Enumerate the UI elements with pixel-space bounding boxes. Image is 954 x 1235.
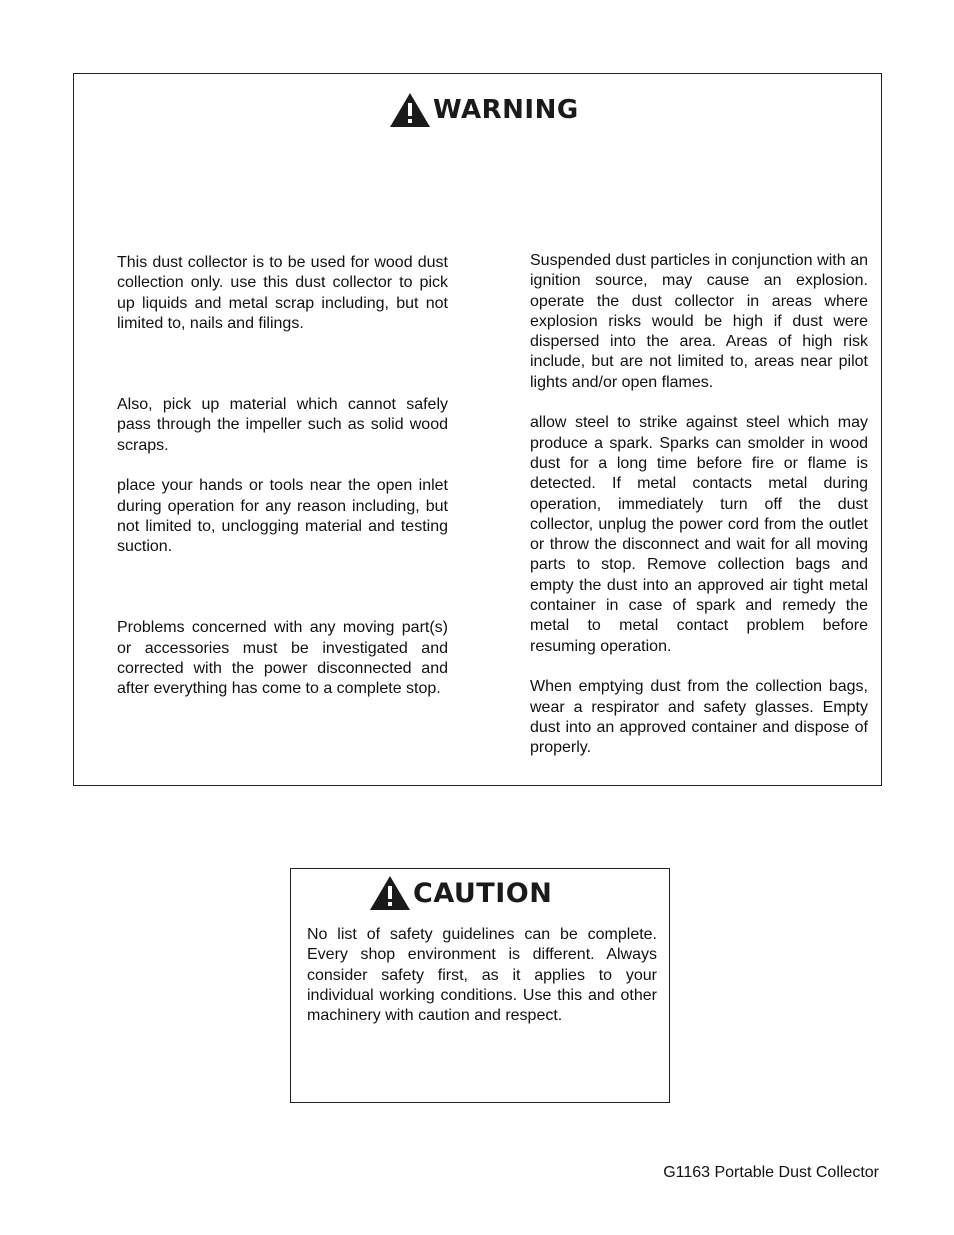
warning-paragraph: Suspended dust particles in conjunction with an ignition source, may cause an explosion. operate the dust collector in areas where explosion risks would be high if dust were dispersed into the area. Areas of high risk include, but are not limited to, areas near pilot lights and/or open flames. <box>530 252 868 391</box>
caution-banner <box>369 875 552 911</box>
caution-triangle-icon <box>369 875 411 911</box>
warning-paragraph: Problems concerned with any moving part(s) or accessories must be investigated and corrected with the power disconnected and after everything has come to a complete stop. <box>117 619 448 698</box>
caution-label: CAUTION <box>413 877 553 909</box>
warning-paragraph: allow steel to strike against steel which may produce a spark. Sparks can smolder in wood dust for a long time before fire or flame is detected. If metal contacts metal during operation, immediately turn off the dust collector, unplug the power cord from the outlet or throw the disconnect and wait for all moving parts to stop. Remove collection bags and empty the dust into an approved air tight metal container in case of spark and remedy the metal to metal contact problem before resuming operation. <box>530 414 868 655</box>
warning-right-column <box>530 251 868 758</box>
warning-triangle-icon <box>389 92 431 128</box>
warning-paragraph: This dust collector is to be used for wood dust collection only. use this dust collector to pick up liquids and metal scrap including, but not limited to, nails and filings. <box>117 254 448 332</box>
warning-paragraph: Also, pick up material which cannot safely pass through the impeller such as solid wood scraps. <box>117 396 448 454</box>
caution-paragraph: No list of safety guidelines can be complete. Every shop environment is different. Always consider safety first, as it applies to your individual working conditions. Use this and other machinery with caution and respect. <box>307 926 657 1025</box>
warning-box <box>73 73 882 786</box>
warning-paragraph: When emptying dust from the collection bags, wear a respirator and safety glasses. Empty dust into an approved container and dispose of properly. <box>530 678 868 757</box>
page-footer: G1163 Portable Dust Collector <box>663 1164 879 1181</box>
warning-label: WARNING <box>433 95 579 125</box>
caution-body <box>307 925 657 1026</box>
caution-box <box>290 868 670 1103</box>
warning-paragraph: place your hands or tools near the open inlet during operation for any reason including, but not limited to, unclogging material and testing suction. <box>117 477 448 556</box>
warning-banner <box>389 92 579 128</box>
warning-left-column <box>117 253 448 700</box>
